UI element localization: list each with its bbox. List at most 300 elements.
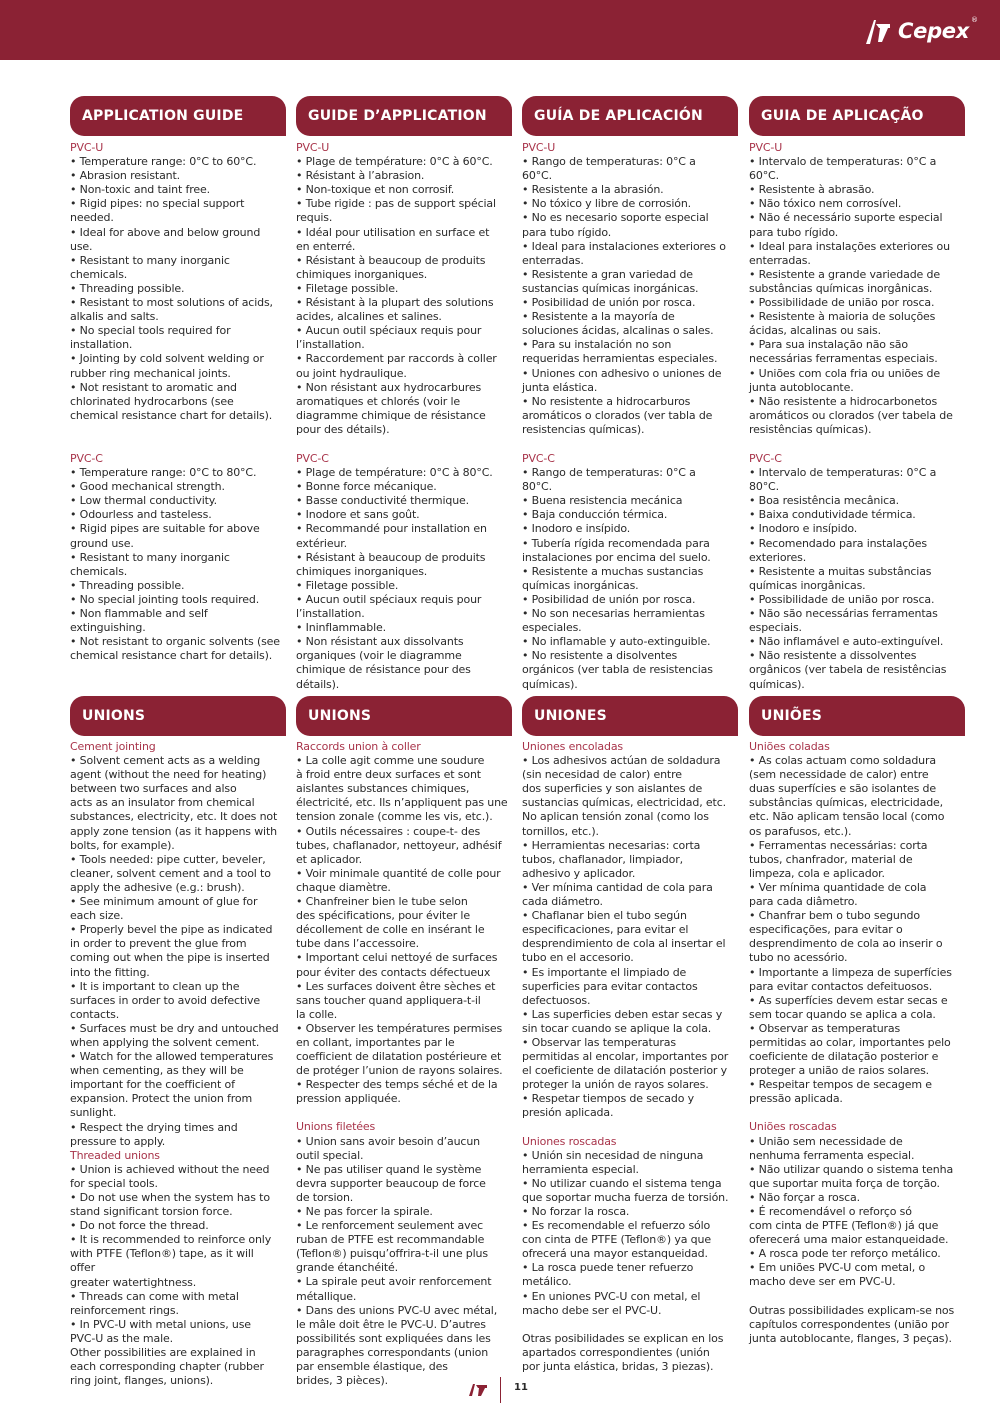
list-item: • As superfícies devem estar secas e (749, 993, 948, 1007)
list-item: • Resistente à abrasão. (749, 183, 875, 197)
list-item: aromáticos o clorados (ver tabla de (522, 408, 713, 422)
list-item: diagramme chimique de résistance (296, 408, 486, 422)
list-item: brides, 3 pièces). (296, 1374, 388, 1388)
list-item: de protéger l’union de rayons solaires. (296, 1064, 503, 1078)
list-item: apply the adhesive (e.g.: brush). (70, 880, 245, 894)
list-item: • Possibilidade de união por rosca. (749, 296, 935, 310)
section-heading-application-guide: GUIA DE APLICAÇÃO (749, 96, 965, 136)
list-item: ofrecerá una mayor estanqueidad. (522, 1247, 708, 1261)
list-item: chemicals. (70, 564, 128, 578)
list-item: pour éviter des contacts défectueux (296, 965, 491, 979)
cepex-mark-icon (864, 16, 892, 46)
list-item: à froid entre deux surfaces et sont (296, 768, 481, 782)
list-item: coming out when the pipe is inserted (70, 951, 270, 965)
list-item: • Le renforcement seulement avec (296, 1219, 483, 1233)
list-item: agent (without the need for heating) (70, 768, 267, 782)
list-item: électricité, etc. Ils n’appliquent pas une (296, 796, 508, 810)
list-item: each corresponding chapter (rubber (70, 1360, 264, 1374)
list-item: • Para sua instalação não são (749, 338, 908, 352)
list-item: adhesivo y aplicador. (522, 866, 636, 880)
list-item: sustancias químicas, electricidad, etc. (522, 796, 726, 810)
subheading-threaded-unions: Threaded unions (70, 1148, 160, 1162)
list-item: • Resistente a la mayoría de (522, 310, 675, 324)
list-item: • Resistente a gran variedad de (522, 267, 693, 281)
list-item: desprendimiento de cola al insertar el (522, 937, 726, 951)
list-item: • No resistente a hidrocarburos (522, 394, 691, 408)
list-item: instalaciones por encima del suelo. (522, 550, 711, 564)
list-item: organiques (voir le diagramme (296, 649, 462, 663)
list-item: • É recomendável o reforço só (749, 1205, 912, 1218)
list-item: químicas inorgánicas. (522, 578, 639, 592)
list-item: • Surfaces must be dry and untouched (70, 1021, 279, 1035)
list-item: • Do not force the thread. (70, 1219, 209, 1233)
list-item: • Possibilidade de união por rosca. (749, 592, 935, 606)
list-item: para evitar contactos defeituosos. (749, 979, 933, 993)
list-item: • Idéal pour utilisation en surface et (296, 225, 490, 239)
list-item: requis. (296, 211, 333, 225)
list-item: sin tocar cuando se aplique la cola. (522, 1021, 712, 1035)
list-item: para tubo rígido. (749, 225, 839, 239)
list-item: bolts, for example). (70, 838, 175, 852)
list-item: chimiques inorganiques. (296, 267, 428, 281)
list-item: proteger la unión de rayos solares. (522, 1078, 709, 1092)
list-item: • It is important to clean up the (70, 979, 240, 993)
list-item: orgánicos (ver tabla de resistencias (522, 663, 713, 677)
list-item: • Unión sin necesidad de ninguna (522, 1148, 704, 1162)
list-item: installation. (70, 338, 133, 352)
list-item: herramienta especial. (522, 1162, 639, 1176)
list-item: • Ver mínima quantidade de cola (749, 880, 927, 894)
list-item: • Em uniões PVC-U com metal, o (749, 1261, 926, 1275)
list-item: • Aucun outil spéciaux requis pour (296, 592, 482, 606)
list-item: décollement de colle en insérant le (296, 923, 485, 937)
list-item: tension zonale (comme les vis, etc.). (296, 810, 493, 824)
list-item: when applying the solvent cement. (70, 1035, 260, 1049)
list-item: ácidas, alcalinas ou sais. (749, 324, 881, 338)
list-item: pressure to apply. (70, 1134, 166, 1148)
list-item: (sem necessidade de calor) entre (749, 768, 929, 782)
subheading-threaded-unions: Uniões roscadas (749, 1120, 837, 1134)
list-item: • No inflamable y auto-extinguible. (522, 635, 711, 649)
list-item: • Não utilizar quando o sistema tenha (749, 1162, 954, 1176)
list-item: • Uniones con adhesivo o uniones de (522, 366, 722, 380)
list-item: • Inodoro e insípido. (522, 522, 631, 536)
list-item: outil special. (296, 1148, 364, 1162)
header-bar (0, 0, 1000, 60)
list-item: • Não tóxico nem corrosível. (749, 197, 902, 211)
list-item: • Threads can come with metal (70, 1289, 239, 1303)
list-item: en enterré. (296, 239, 356, 253)
list-item: 60°C. (749, 169, 779, 183)
subheading-cement-jointing: Raccords union à coller (296, 740, 421, 753)
list-item: • Chanfrar bem o tubo segundo (749, 909, 920, 923)
list-item: con cinta de PTFE (Teflon®) ya que (522, 1233, 711, 1247)
list-item: • Es importante el limpiado de (522, 965, 687, 979)
list-item: • Respeitar tempos de secagem e (749, 1078, 932, 1092)
list-item: coefficient de dilatation postérieure et (296, 1050, 502, 1064)
list-item: paragraphes correspondants (union (296, 1345, 489, 1359)
subheading-pvc-c: PVC-C (296, 452, 329, 465)
column-pvc-c (70, 452, 282, 663)
list-item: • Resistant to most solutions of acids, (70, 296, 273, 310)
list-item: • Solvent cement acts as a welding (70, 754, 261, 768)
list-item: • Resistente a la abrasión. (522, 183, 664, 197)
list-item: • Dans des unions PVC-U avec métal, (296, 1303, 498, 1317)
list-item: • Chanfreiner bien le tube selon (296, 895, 468, 909)
section-heading-application-guide: GUÍA DE APLICACIÓN (522, 96, 738, 136)
list-item: • Résistant à la plupart des solutions (296, 296, 494, 310)
list-item: • Resistente a grande variedade de (749, 267, 940, 281)
section-heading-unions: UNIONS (296, 696, 512, 736)
list-item: (sin necesidad de calor) entre (522, 768, 682, 782)
list-item: tube dans l’accessoire. (296, 937, 419, 951)
list-item: • Low thermal conductivity. (70, 494, 217, 508)
list-item: Other possibilities are explained in (70, 1346, 256, 1360)
list-item: • Não são necessárias ferramentas (749, 607, 938, 621)
list-item: use. (70, 239, 93, 253)
list-item: extérieur. (296, 536, 347, 550)
list-item: • La spirale peut avoir renforcement (296, 1275, 492, 1289)
list-item: resistencias químicas). (522, 422, 645, 436)
column-unions (70, 740, 282, 1388)
list-item: • Posibilidad de unión por rosca. (522, 592, 696, 606)
list-item: os parafusos, etc.). (749, 824, 852, 838)
list-item: tornillos, etc.). (522, 824, 599, 838)
list-item: junta elástica. (522, 380, 598, 394)
list-item: No aplican tensión zonal (como los (522, 810, 709, 824)
list-item: • Les surfaces doivent être sèches et (296, 979, 496, 993)
list-item: oferecerá uma maior estanqueidade. (749, 1233, 949, 1247)
brand-registered-mark: ® (971, 16, 978, 24)
list-item: químicas inorgânicas. (749, 578, 866, 592)
list-item: • Not resistant to organic solvents (see (70, 635, 280, 649)
subheading-pvc-c: PVC-C (70, 452, 103, 465)
subheading-threaded-unions: Uniones roscadas (522, 1134, 617, 1148)
list-item: acts as an insulator from chemical (70, 796, 255, 810)
list-item: • Non-toxique et non corrosif. (296, 183, 455, 197)
list-item: para cada diâmetro. (749, 895, 858, 909)
list-item: substances, electricity, etc. It does not (70, 810, 278, 824)
list-item: • Respect the drying times and (70, 1120, 238, 1134)
list-item: • Plage de température: 0°C à 60°C. (296, 155, 493, 169)
list-item: coeficiente de dilatação posterior e (749, 1050, 939, 1064)
list-item: • Union is achieved without the need (70, 1162, 270, 1176)
list-item: • Basse conductivité thermique. (296, 494, 469, 508)
list-item: • Filetage possible. (296, 578, 399, 592)
list-item: • Union sans avoir besoin d’aucun (296, 1134, 480, 1148)
list-item: de torsion. (296, 1190, 354, 1204)
list-item: • Threading possible. (70, 578, 185, 592)
list-item: limpeza, cola e aplicador. (749, 866, 885, 880)
list-item: • Ideal para instalações exteriores ou (749, 239, 950, 253)
list-item: substâncias químicas, electricidade, (749, 796, 944, 810)
list-item: • No special tools required for (70, 324, 231, 338)
list-item: • Não resistente a dissolventes (749, 649, 917, 663)
list-item: into the fitting. (70, 965, 150, 979)
subheading-pvc-c: PVC-C (749, 452, 782, 465)
subheading-pvc-c: PVC-C (522, 452, 555, 465)
list-item: devra supporter beaucoup de force (296, 1176, 486, 1190)
list-item: • Respetar tiempos de secado y (522, 1092, 694, 1106)
subheading-cement-jointing: Uniões coladas (749, 740, 830, 753)
closing-note: Outras possibilidades explicam-se nos (749, 1303, 955, 1317)
list-item: reinforcement rings. (70, 1303, 179, 1317)
list-item: • See minimum amount of glue for (70, 895, 258, 909)
list-item: l’installation. (296, 338, 365, 352)
list-item: • Chaflanar bien el tubo según (522, 909, 687, 923)
list-item: exteriores. (749, 550, 807, 564)
list-item: duas superfícies e são isolantes de (749, 782, 936, 796)
column-unions (296, 740, 508, 1388)
column-pvc-c (296, 452, 508, 692)
list-item: détails). (296, 677, 340, 691)
list-item: cleaner, solvent cement and a tool to (70, 866, 271, 880)
list-item: • Resistant to many inorganic (70, 550, 230, 564)
list-item: pression appliquée. (296, 1092, 401, 1106)
list-item: • Voir minimale quantité de colle pour (296, 866, 501, 880)
list-item: • It is recommended to reinforce only (70, 1233, 272, 1247)
list-item: • Resistant to many inorganic (70, 253, 230, 267)
list-item: • Rango de temperaturas: 0°C a (522, 155, 696, 169)
list-item: possibilités sont expliquées dans les (296, 1331, 491, 1345)
list-item: • Bonne force mécanique. (296, 480, 437, 494)
list-item: orgânicos (ver tabela de resistências (749, 663, 947, 677)
list-item: soluciones ácidas, alcalinas o sales. (522, 324, 714, 338)
spacer (522, 1318, 734, 1332)
list-item: • Odourless and tasteless. (70, 508, 212, 522)
list-item: ou joint hydraulique. (296, 366, 407, 380)
spacer (749, 1106, 961, 1120)
section-heading-unions: UNIONS (70, 696, 286, 736)
list-item: • Intervalo de temperaturas: 0°C a (749, 466, 937, 480)
list-item: • Properly bevel the pipe as indicated (70, 923, 273, 937)
list-item: par ensemble élastique, des (296, 1360, 448, 1374)
closing-note: por junta elástica, bridas, 3 piezas). (522, 1359, 714, 1373)
list-item: resistências químicas). (749, 422, 872, 436)
column-material-properties (70, 141, 282, 423)
subheading-cement-jointing: Cement jointing (70, 740, 156, 753)
list-item: • Rigid pipes are suitable for above (70, 522, 260, 536)
list-item: junta autoblocante. (749, 380, 854, 394)
list-item: especificações, para evitar o (749, 923, 903, 937)
closing-note: junta autoblocante, flanges, 3 peças). (749, 1331, 952, 1345)
list-item: • No tóxico y libre de corrosión. (522, 197, 692, 211)
section-heading-unions: UNIÕES (749, 696, 965, 736)
list-item: • Inodore et sans goût. (296, 508, 420, 522)
list-item: • Important celui nettoyé de surfaces (296, 951, 498, 965)
list-item: 60°C. (522, 169, 552, 183)
list-item: la colle. (296, 1007, 338, 1021)
list-item: rubber ring mechanical joints. (70, 366, 231, 380)
column-material-properties (296, 141, 508, 437)
list-item: • No son necesarias herramientas (522, 607, 705, 621)
list-item: etc. Não aplicam tensão local (como (749, 810, 945, 824)
column-pvc-c (522, 452, 734, 692)
list-item: • Threading possible. (70, 281, 185, 295)
list-item: que suportar muita força de torção. (749, 1176, 940, 1190)
list-item: • Plage de température: 0°C à 80°C. (296, 466, 493, 480)
list-item: químicas). (522, 677, 578, 691)
list-item: macho deve ser em PVC-U. (749, 1275, 896, 1289)
list-item: • Ideal para instalaciones exteriores o (522, 239, 726, 253)
list-item: sem tocar quando se aplica a cola. (749, 1007, 936, 1021)
list-item: substâncias químicas inorgânicas. (749, 281, 933, 295)
list-item: • Baixa condutividade térmica. (749, 508, 916, 522)
list-item: en collant, importantes par le (296, 1035, 455, 1049)
list-item: surfaces in order to avoid defective (70, 993, 260, 1007)
list-item: for special tools. (70, 1176, 158, 1190)
list-item: para tubo rígido. (522, 225, 612, 239)
list-item: • Raccordement par raccords à coller (296, 352, 497, 366)
list-item: • Resistente a muchas sustancias (522, 564, 704, 578)
list-item: • No forzar la rosca. (522, 1205, 630, 1218)
list-item: necessárias ferramentas especiais. (749, 352, 938, 366)
list-item: • Non résistant aux dissolvants (296, 635, 464, 649)
list-item: sans toucher quand appliquera-t-il (296, 993, 481, 1007)
list-item: stand significant torsion force. (70, 1205, 233, 1219)
list-item: each size. (70, 909, 124, 923)
list-item: • No es necesario soporte especial (522, 211, 709, 225)
list-item: • Ne pas utiliser quand le système (296, 1162, 482, 1176)
list-item: chemical resistance chart for details). (70, 408, 273, 422)
list-item: permitidas ao colar, importantes pelo (749, 1035, 951, 1049)
list-item: • Filetage possible. (296, 281, 399, 295)
section-heading-unions: UNIONES (522, 696, 738, 736)
spacer (749, 1290, 961, 1304)
list-item: chimique de résistance pour des (296, 663, 471, 677)
spacer (522, 1121, 734, 1135)
list-item: 80°C. (522, 480, 552, 494)
list-item: especificaciones, para evitar el (522, 923, 689, 937)
list-item: • Ininflammable. (296, 621, 386, 635)
list-item: • Temperature range: 0°C to 80°C. (70, 466, 257, 480)
list-item: tubo en el accesorio. (522, 951, 634, 965)
list-item: • Ne pas forcer la spirale. (296, 1205, 433, 1218)
brand-logo (864, 14, 978, 48)
list-item: with PTFE (Teflon®) tape, as it will offer (70, 1247, 254, 1275)
list-item: tubo no acessório. (749, 951, 848, 965)
list-item: • União sem necessidade de (749, 1134, 903, 1148)
list-item: • Not resistant to aromatic and (70, 380, 237, 394)
list-item: • Observar as temperaturas (749, 1021, 901, 1035)
list-item: dos superficies y son aislantes de (522, 782, 703, 796)
list-item: • Para su instalación no son (522, 338, 672, 352)
list-item: extinguishing. (70, 621, 146, 635)
list-item: important for the coefficient of (70, 1078, 235, 1092)
list-item: ring joint, flanges, unions). (70, 1374, 214, 1388)
list-item: • La rosca puede tener refuerzo (522, 1261, 694, 1275)
list-item: métallique. (296, 1289, 357, 1303)
list-item: alkalis and salts. (70, 310, 159, 324)
list-item: • Não resistente a hidrocarbonetos (749, 394, 938, 408)
list-item: • Aucun outil spéciaux requis pour (296, 324, 482, 338)
list-item: et aplicador. (296, 852, 362, 866)
list-item: acides, alcalines et salines. (296, 310, 442, 324)
list-item: • Não inflamável e auto-extinguível. (749, 635, 944, 649)
list-item: • Tube rigide : pas de support spécial (296, 197, 496, 211)
list-item: • Temperature range: 0°C to 60°C. (70, 155, 257, 169)
list-item: tubos, chanfrador, material de (749, 852, 913, 866)
list-item: • La colle agit comme une soudure (296, 754, 485, 768)
column-unions (522, 740, 734, 1374)
list-item: sustancias químicas inorgánicas. (522, 281, 699, 295)
list-item: • Non flammable and self (70, 607, 208, 621)
list-item: • Good mechanical strength. (70, 480, 225, 494)
list-item: especiais. (749, 621, 802, 635)
list-item: le mâle doit être le PVC-U. D’autres (296, 1317, 486, 1331)
subheading-pvc-u: PVC-U (70, 141, 104, 154)
list-item: • Tubería rígida recomendada para (522, 536, 710, 550)
list-item: superficies para evitar contactos (522, 979, 698, 993)
section-heading-application-guide: APPLICATION GUIDE (70, 96, 286, 136)
list-item: • Watch for the allowed temperatures (70, 1050, 274, 1064)
list-item: apply zone tension (as it happens with (70, 824, 277, 838)
list-item: • Las superficies deben estar secas y (522, 1007, 723, 1021)
list-item: • No special jointing tools required. (70, 592, 260, 606)
list-item: aromatiques et chlorés (voir le (296, 394, 460, 408)
list-item: • Intervalo de temperaturas: 0°C a (749, 155, 937, 169)
list-item: • Tools needed: pipe cutter, beveler, (70, 852, 266, 866)
list-item: • Es recomendable el refuerzo sólo (522, 1219, 711, 1233)
list-item: • Abrasion resistant. (70, 169, 180, 183)
list-item: • Non résistant aux hydrocarbures (296, 380, 482, 394)
list-item: • Los adhesivos actúan de soldadura (522, 754, 721, 768)
list-item: needed. (70, 211, 114, 225)
list-item: el coeficiente de dilatación posterior y (522, 1064, 728, 1078)
list-item: • Rigid pipes: no special support (70, 197, 245, 211)
column-unions (749, 740, 961, 1346)
list-item: metálico. (522, 1275, 572, 1289)
list-item: • Resistente a muitas substâncias (749, 564, 932, 578)
subheading-pvc-u: PVC-U (522, 141, 556, 154)
list-item: • Resistente à maioria de soluções (749, 310, 936, 324)
list-item: aislantes substances chimiques, (296, 782, 470, 796)
list-item: macho debe ser el PVC-U. (522, 1303, 662, 1317)
list-item: • Observar las temperaturas (522, 1035, 676, 1049)
list-item: • A rosca pode ter reforço metálico. (749, 1247, 941, 1261)
list-item: • Ferramentas necessárias: corta (749, 838, 928, 852)
list-item: • Uniões com cola fria ou uniões de (749, 366, 940, 380)
list-item: enterradas. (749, 253, 811, 267)
list-item: especiales. (522, 621, 582, 635)
list-item: presión aplicada. (522, 1106, 614, 1120)
list-item: • Boa resistência mecânica. (749, 494, 899, 508)
footer-divider (500, 1377, 501, 1403)
list-item: • Non-toxic and taint free. (70, 183, 210, 197)
list-item: (Teflon®) puisqu’offrira-t-il une plus (296, 1247, 488, 1261)
list-item: defectuosos. (522, 993, 591, 1007)
list-item: tubos, chaflanador, limpiador, (522, 852, 683, 866)
list-item: chemicals. (70, 267, 128, 281)
list-item: que soportar mucha fuerza de torsión. (522, 1190, 729, 1204)
list-item: • No utilizar cuando el sistema tenga (522, 1176, 722, 1190)
list-item: • Não forçar a rosca. (749, 1190, 860, 1204)
list-item: proteger a união de raios solares. (749, 1064, 930, 1078)
list-item: • Résistant à l’abrasion. (296, 169, 425, 183)
list-item: • Recommandé pour installation en (296, 522, 487, 536)
list-item: chimiques inorganiques. (296, 564, 428, 578)
list-item: grande étanchéité. (296, 1261, 398, 1275)
subheading-threaded-unions: Unions filetées (296, 1120, 376, 1134)
list-item: pour des détails). (296, 422, 390, 436)
list-item: in order to prevent the glue from (70, 937, 247, 951)
list-item: when cementing, as they will be (70, 1064, 244, 1078)
list-item: between two surfaces and also (70, 782, 237, 796)
list-item: químicas). (749, 677, 805, 691)
footer-mark-icon (468, 1381, 488, 1397)
list-item: tubes, chaflanador, nettoyeur, adhésif (296, 838, 502, 852)
list-item: • Outils nécessaires : coupe-t- des (296, 824, 481, 838)
